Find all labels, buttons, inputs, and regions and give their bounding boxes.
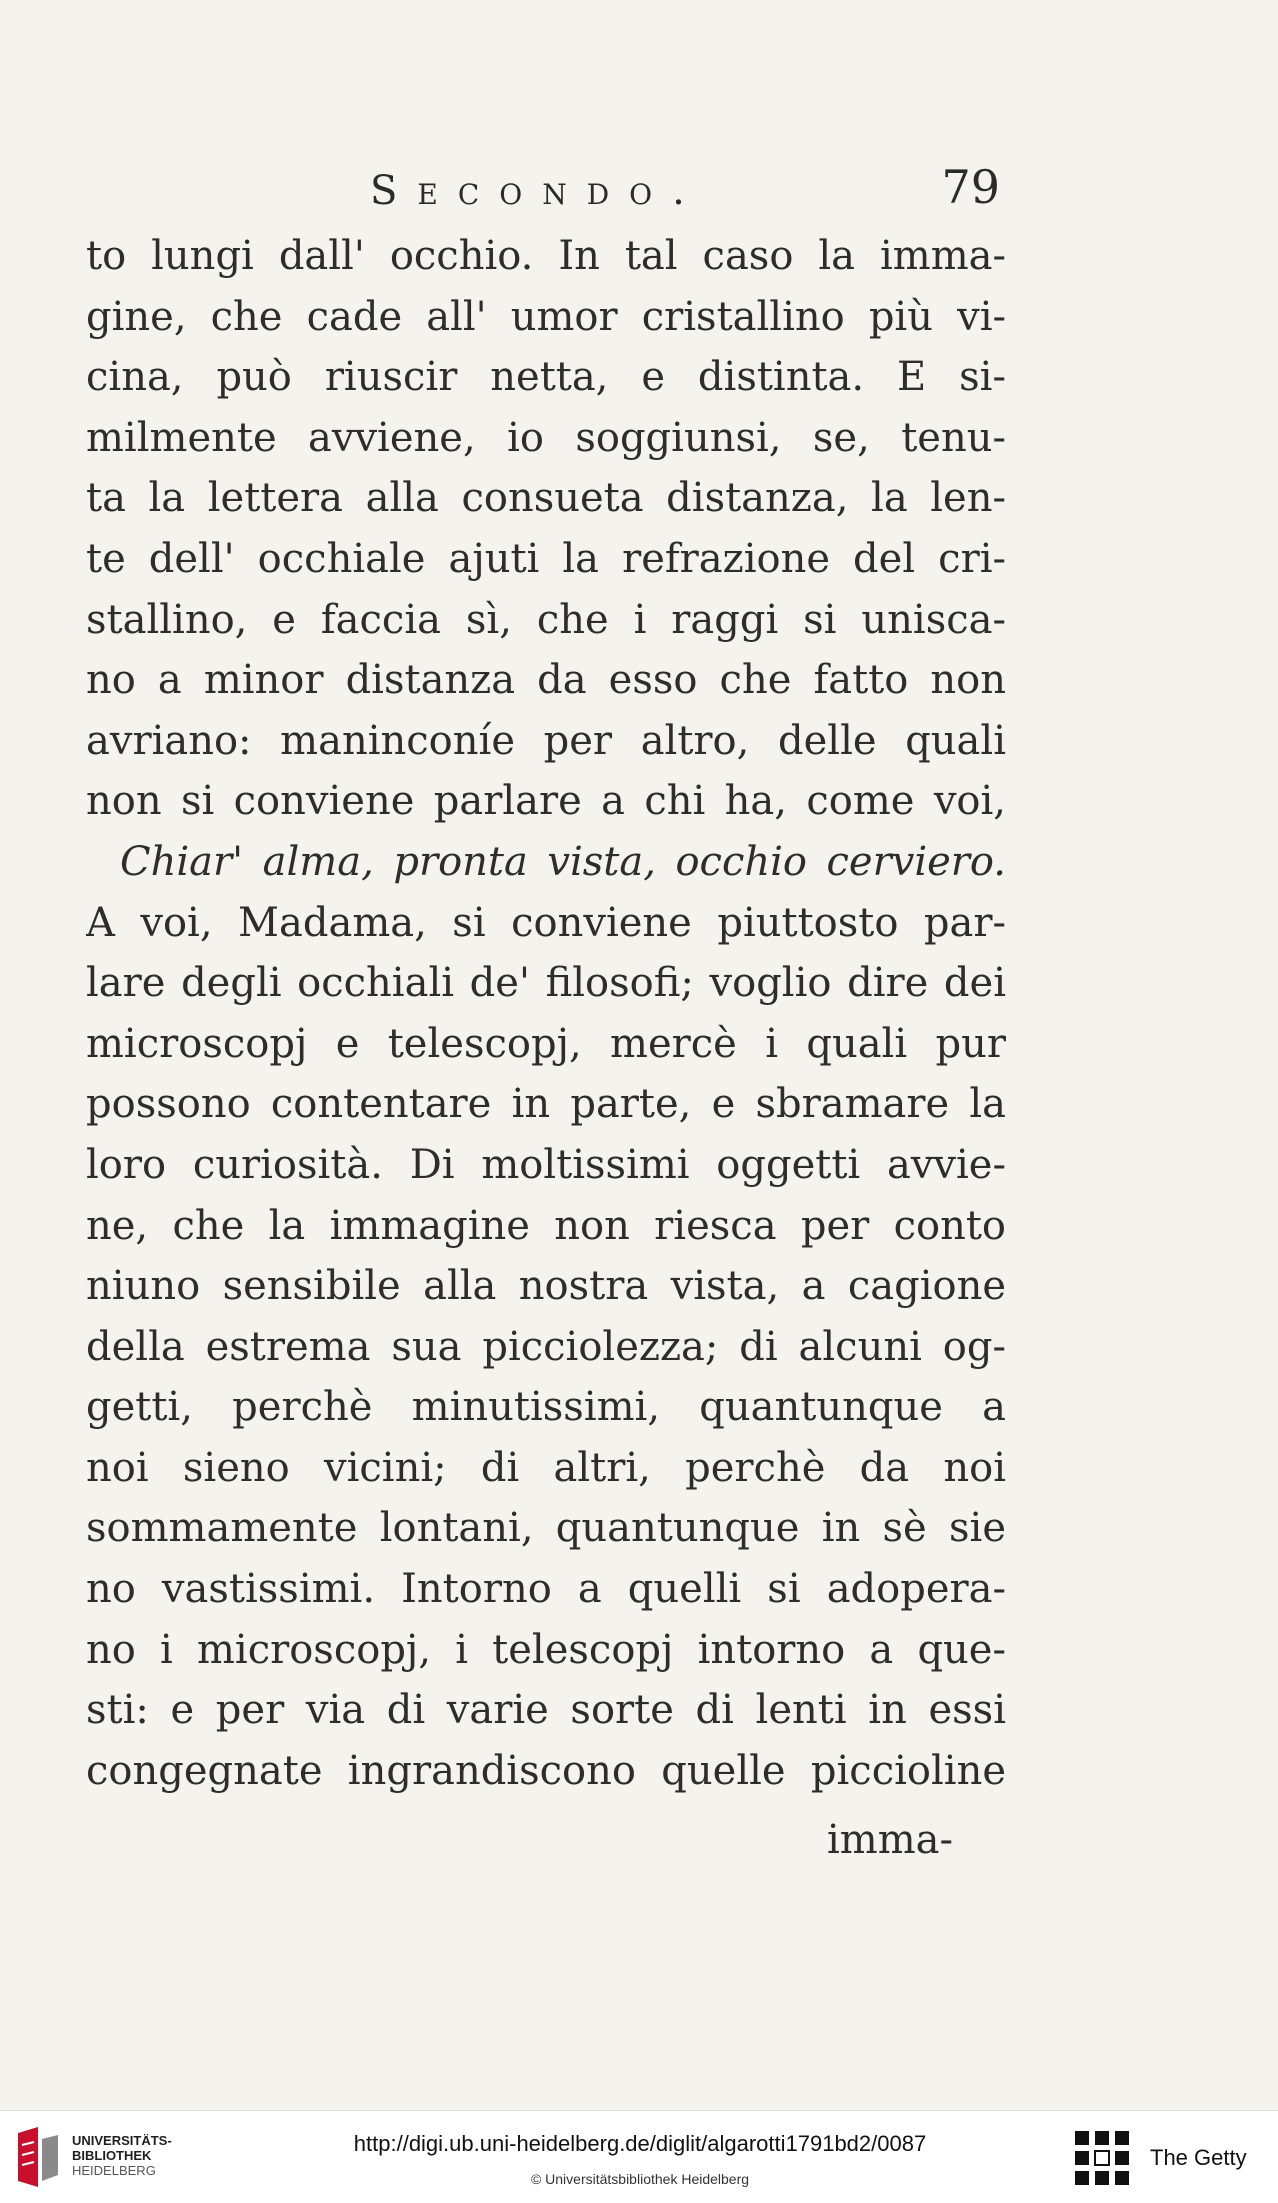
text-line: no vastissimi. Intorno a quelli si adopera- <box>86 1566 1006 1613</box>
text-line: ta la lettera alla consueta distanza, la len- <box>86 475 1006 522</box>
text-line: stallino, e faccia sì, che i raggi si unisca- <box>86 596 1006 643</box>
text-line: gine, che cade all' umor cristallino più vi- <box>86 293 1006 340</box>
footer-bar <box>0 2110 1278 2203</box>
library-line-3: HEIDELBERG <box>72 2163 156 2178</box>
text-line: to lungi dall' occhio. In tal caso la imma- <box>86 233 1006 279</box>
text-line: getti, perchè minutissimi, quantunque a <box>86 1384 1006 1431</box>
text-line: A voi, Madama, si conviene piuttosto par- <box>86 899 1006 946</box>
text-line: ne, che la immagine non riesca per conto <box>86 1202 1006 1249</box>
body-text <box>86 226 1006 1801</box>
italic-quote-line: Chiar' alma, pronta vista, occhio cerviero. <box>120 838 1006 885</box>
university-library-logo-icon <box>12 2125 64 2191</box>
page-number: 79 <box>941 160 1000 214</box>
text-line: avriano: maninconíe per altro, delle quali <box>86 717 1006 764</box>
library-line-2: BIBLIOTHEK <box>72 2148 152 2163</box>
text-line: no a minor distanza da esso che fatto non <box>86 657 1006 704</box>
copyright-notice: © Universitätsbibliothek Heidelberg <box>530 2171 750 2187</box>
text-line: te dell' occhiale ajuti la refrazione del cri- <box>86 535 1006 582</box>
text-line: loro curiosità. Di moltissimi oggetti avvie- <box>86 1141 1006 1188</box>
text-line: milmente avviene, io soggiunsi, se, tenu- <box>86 414 1006 461</box>
text-line: sommamente lontani, quantunque in sè sie <box>86 1505 1006 1552</box>
text-line: congegnate ingrandiscono quelle piccioline <box>86 1747 1006 1794</box>
catchword: imma- <box>827 1817 954 1863</box>
text-line: niuno sensibile alla nostra vista, a cagione <box>86 1263 1006 1310</box>
permalink-url[interactable]: http://digi.ub.uni-heidelberg.de/diglit/algarotti1791bd2/0087 <box>353 2131 927 2156</box>
text-line: noi sieno vicini; di altri, perchè da noi <box>86 1444 1006 1491</box>
running-head: Secondo. <box>370 168 705 214</box>
text-line: lare degli occhiali de' filosofi; voglio dire dei <box>86 960 1006 1007</box>
getty-label: The Getty <box>1150 2145 1247 2170</box>
getty-logo-icon <box>1073 2129 1133 2189</box>
text-line: no i microscopj, i telescopj intorno a que- <box>86 1626 1006 1673</box>
text-line: cina, può riuscir netta, e distinta. E si- <box>86 354 1006 401</box>
text-line: possono contentare in parte, e sbramare la <box>86 1081 1006 1128</box>
library-line-1: UNIVERSITÄTS- <box>72 2133 172 2148</box>
text-line: non si conviene parlare a chi ha, come voi, <box>86 778 1006 825</box>
text-line: della estrema sua picciolezza; di alcuni og- <box>86 1323 1006 1370</box>
page-header <box>370 160 1000 230</box>
library-name <box>72 2133 172 2178</box>
text-line: sti: e per via di varie sorte di lenti in essi <box>86 1687 1006 1734</box>
text-line: microscopj e telescopj, mercè i quali pur <box>86 1020 1006 1067</box>
